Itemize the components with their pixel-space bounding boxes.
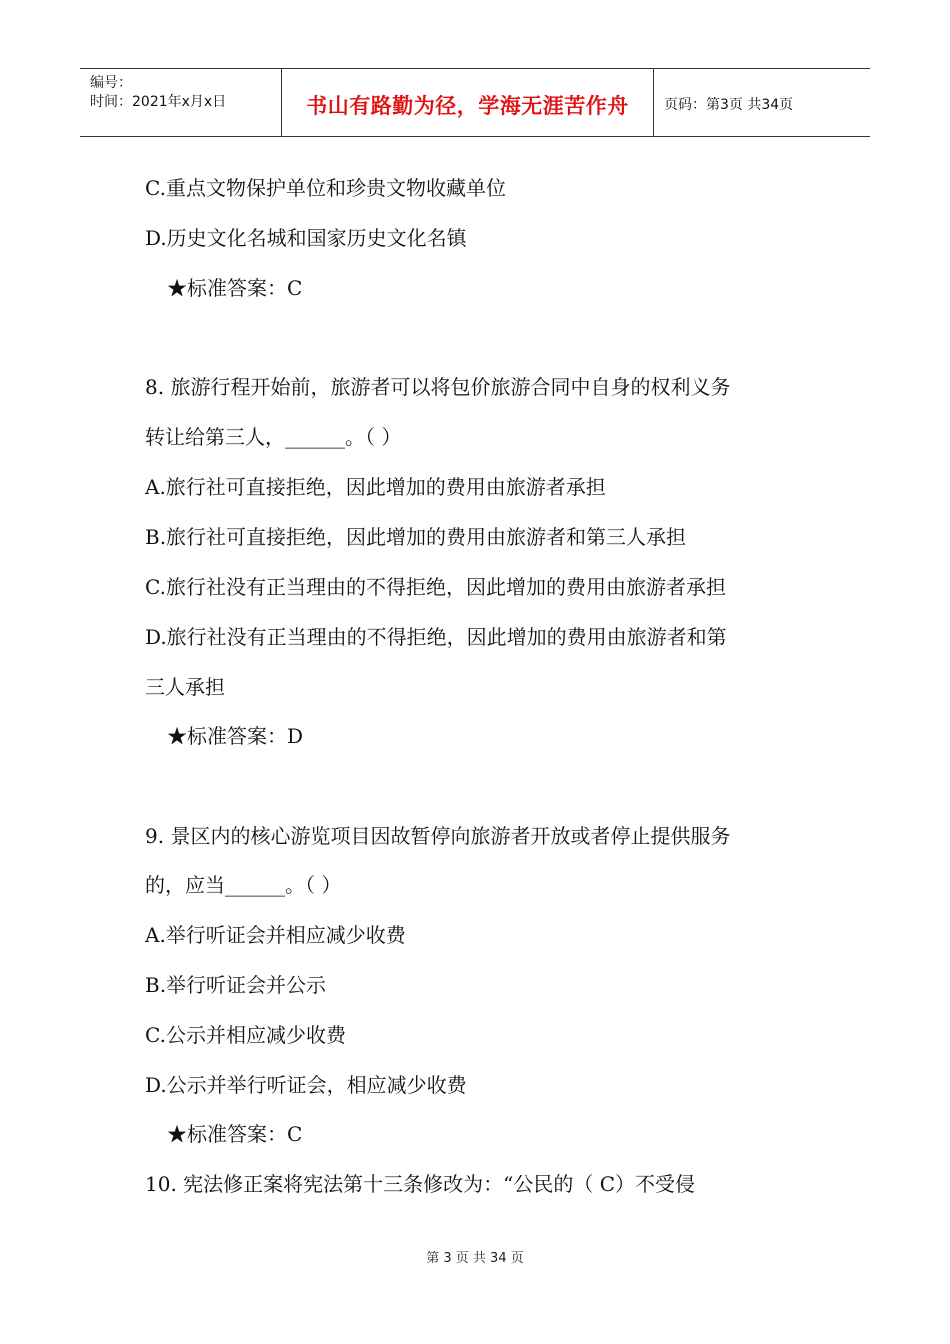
question-line: 转让给第三人，______。（ ）	[145, 425, 402, 449]
question-line: 10. 宪法修正案将宪法第十三条修改为：“公民的（ C）不受侵	[145, 1172, 696, 1196]
question-line: 的，应当______。（ ）	[145, 873, 342, 897]
answer-line: ★标准答案：C	[167, 1122, 303, 1146]
option-line: 三人承担	[145, 675, 225, 699]
option-line: B.旅行社可直接拒绝，因此增加的费用由旅游者和第三人承担	[145, 525, 687, 549]
option-line: A.举行听证会并相应减少收费	[145, 923, 406, 947]
page-info: 页码：第3页 共34页	[664, 97, 794, 113]
header-motto-cell	[282, 69, 654, 136]
question-line: 9. 景区内的核心游览项目因故暂停向旅游者开放或者停止提供服务	[145, 824, 731, 848]
option-line: D.旅行社没有正当理由的不得拒绝，因此增加的费用由旅游者和第	[145, 625, 727, 649]
motto: 书山有路勤为径，学海无涯苦作舟	[306, 94, 629, 118]
option-line: D.公示并举行听证会，相应减少收费	[145, 1073, 467, 1097]
option-line: B.举行听证会并公示	[145, 973, 327, 997]
answer-line: ★标准答案：D	[167, 724, 304, 748]
doc-number-label: 编号：	[90, 75, 132, 91]
option-line: C.公示并相应减少收费	[145, 1023, 346, 1047]
option-line: C.旅行社没有正当理由的不得拒绝，因此增加的费用由旅游者承担	[145, 575, 726, 599]
time-label: 时间：2021年x月x日	[90, 94, 227, 110]
option-line: D.历史文化名城和国家历史文化名镇	[145, 226, 467, 250]
question-line: 8. 旅游行程开始前，旅游者可以将包价旅游合同中自身的权利义务	[145, 375, 731, 399]
header-meta-cell	[80, 69, 282, 136]
page-footer: 第 3 页 共 34 页	[426, 1251, 524, 1266]
option-line: C.重点文物保护单位和珍贵文物收藏单位	[145, 176, 506, 200]
page-header	[80, 68, 870, 137]
option-line: A.旅行社可直接拒绝，因此增加的费用由旅游者承担	[145, 475, 606, 499]
answer-line: ★标准答案：C	[167, 276, 303, 300]
header-page-cell	[654, 69, 870, 136]
